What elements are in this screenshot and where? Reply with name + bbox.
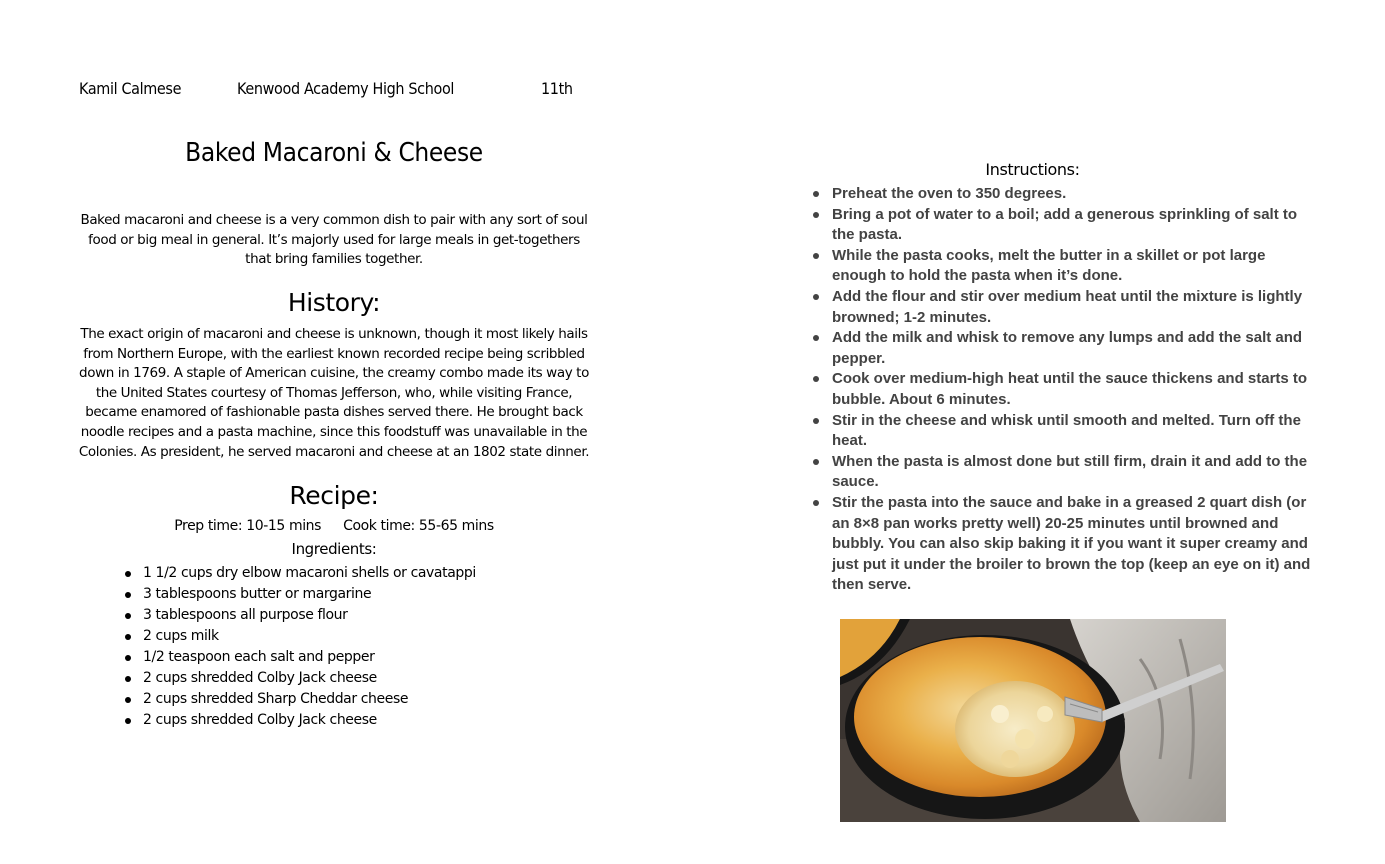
cook-time: Cook time: 55-65 mins (343, 518, 494, 534)
history-paragraph: The exact origin of macaroni and cheese is unknown, though it most likely hails from Northern Europe, with the earliest known recorded recipe being scribbled down in 1769. A staple of American cuisine, the creamy combo made its way to the United States courtesy of Thomas Jefferson, who, while visiting France, became enamored of fashionable pasta dishes served there. He brought back noodle recipes and a pasta machine, since this foodstuff was unavailable in the Colonies. As president, he served macaroni and cheese at an 1802 state dinner. (78, 326, 590, 460)
instruction-step: Stir the pasta into the sauce and bake in a greased 2 quart dish (or an 8×8 pan works pretty well) 20-25 minutes until browned and bubbly. You can also skip baking it if you want it super creamy and just put it under the broiler to brown the top (keep an eye on it) and then serve. (812, 493, 1312, 596)
school-name: Kenwood Academy High School (237, 79, 455, 98)
macaroni-piece (991, 705, 1009, 723)
photo-illustration (840, 619, 1226, 822)
instruction-step: While the pasta cooks, melt the butter in a skillet or pot large enough to hold the pasta when it’s done. (812, 246, 1312, 287)
recipe-heading: Recipe: (289, 481, 379, 510)
ingredient-item: 2 cups shredded Colby Jack cheese (123, 710, 476, 731)
recipe-times (74, 518, 594, 534)
instruction-step: Stir in the cheese and whisk until smooth and melted. Turn off the heat. (812, 411, 1312, 452)
ingredient-item: 3 tablespoons all purpose flour (123, 605, 476, 626)
macaroni-piece (1015, 729, 1035, 749)
ingredients-list (123, 563, 476, 731)
ingredient-item: 3 tablespoons butter or margarine (123, 584, 476, 605)
instruction-step: When the pasta is almost done but still firm, drain it and add to the sauce. (812, 452, 1312, 493)
instruction-step: Add the flour and stir over medium heat until the mixture is lightly browned; 1-2 minutes. (812, 287, 1312, 328)
mac-and-cheese-photo (840, 619, 1226, 822)
ingredient-item: 1 1/2 cups dry elbow macaroni shells or cavatappi (123, 563, 476, 584)
ingredient-item: 1/2 teaspoon each salt and pepper (123, 647, 476, 668)
instruction-step: Add the milk and whisk to remove any lumps and add the salt and pepper. (812, 328, 1312, 369)
student-name: Kamil Calmese (79, 79, 182, 98)
macaroni-piece (1037, 706, 1053, 722)
instruction-step: Cook over medium-high heat until the sauce thickens and starts to bubble. About 6 minutes. (812, 369, 1312, 410)
ingredient-item: 2 cups shredded Sharp Cheddar cheese (123, 689, 476, 710)
ingredient-item: 2 cups milk (123, 626, 476, 647)
ingredient-item: 2 cups shredded Colby Jack cheese (123, 668, 476, 689)
instructions-heading: Instructions: (985, 160, 1080, 179)
macaroni-piece (1001, 750, 1019, 768)
ingredients-heading: Ingredients: (291, 540, 377, 558)
history-heading: History: (287, 288, 381, 317)
page-title: Baked Macaroni & Cheese (185, 138, 483, 168)
grade-level: 11th (541, 79, 573, 98)
instruction-step: Bring a pot of water to a boil; add a generous sprinkling of salt to the pasta. (812, 205, 1312, 246)
prep-time: Prep time: 10-15 mins (174, 518, 322, 534)
instruction-step: Preheat the oven to 350 degrees. (812, 184, 1312, 205)
intro-paragraph: Baked macaroni and cheese is a very common dish to pair with any sort of soul food or big meal in general. It’s majorly used for large meals in get-togethers that bring families together. (80, 212, 588, 268)
instructions-list (812, 184, 1312, 596)
